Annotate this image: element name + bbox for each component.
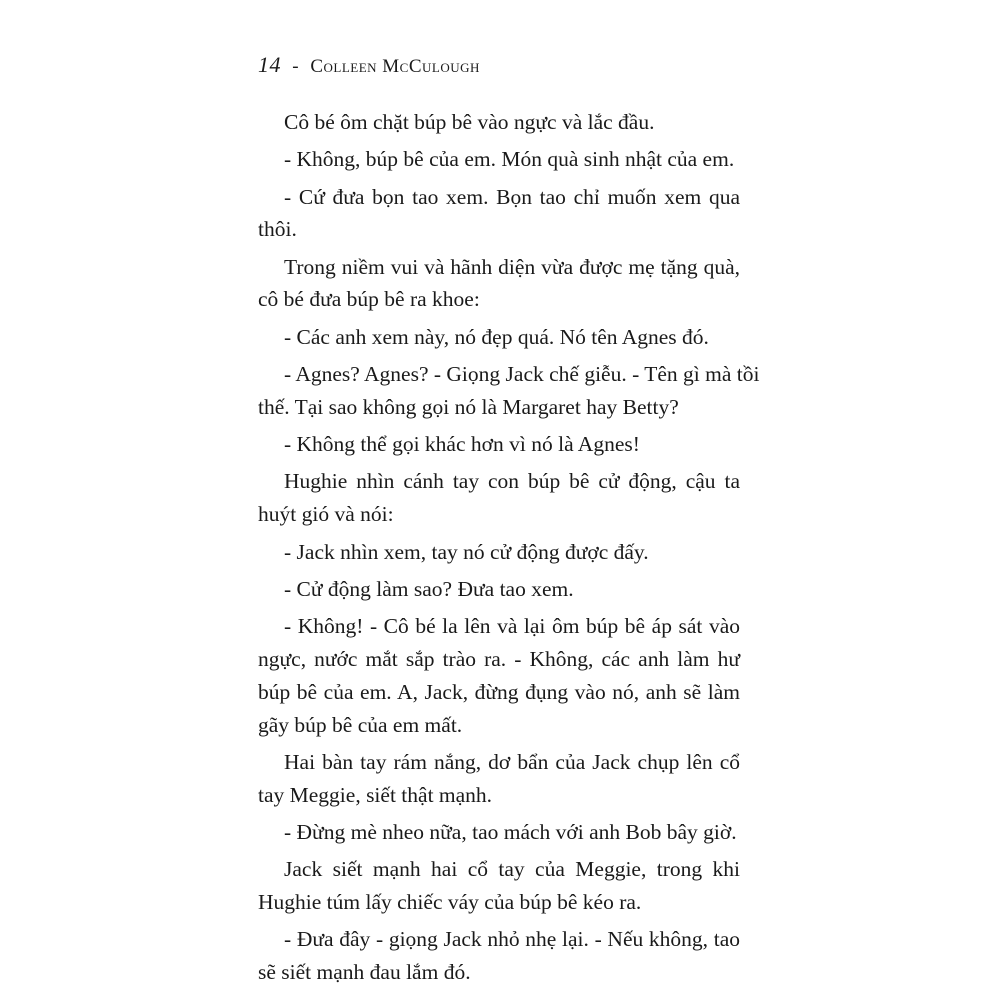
text-line: thôi. xyxy=(258,217,297,242)
paragraph xyxy=(258,746,740,812)
text-line: tay Meggie, siết thật mạnh. xyxy=(258,782,493,807)
paragraph xyxy=(258,816,740,849)
body-text xyxy=(258,106,760,993)
text-line: Trong niềm vui và hãnh diện vừa được mẹ tặng quà, xyxy=(284,254,740,279)
text-line: ngực, nước mắt sắp trào ra. - Không, các anh làm hư xyxy=(258,646,740,671)
paragraph xyxy=(258,428,740,461)
text-line: búp bê của em. A, Jack, đừng đụng vào nó, anh sẽ làm xyxy=(258,679,740,704)
text-line: thế. Tại sao không gọi nó là Margaret hay Betty? xyxy=(258,394,679,419)
paragraph xyxy=(258,181,740,247)
text-line: - Cứ đưa bọn tao xem. Bọn tao chỉ muốn xem qua xyxy=(284,184,740,209)
paragraph xyxy=(258,573,740,606)
paragraph xyxy=(258,251,740,317)
text-line: - Đưa đây - giọng Jack nhỏ nhẹ lại. - Nếu không, tao xyxy=(284,927,740,952)
paragraph xyxy=(258,853,740,919)
text-line: sẽ siết mạnh đau lắm đó. xyxy=(258,960,471,985)
text-line: - Đừng mè nheo nữa, tao mách với anh Bob bây giờ. xyxy=(284,819,737,844)
paragraph xyxy=(258,321,740,354)
text-line: - Cử động làm sao? Đưa tao xem. xyxy=(284,576,574,601)
paragraph xyxy=(258,923,740,989)
paragraph xyxy=(258,536,740,569)
text-line: Jack siết mạnh hai cổ tay của Meggie, trong khi xyxy=(284,857,740,882)
running-header xyxy=(258,52,480,78)
text-line: gãy búp bê của em mất. xyxy=(258,712,463,737)
text-line: - Các anh xem này, nó đẹp quá. Nó tên Agnes đó. xyxy=(284,324,709,349)
paragraph xyxy=(258,465,740,531)
text-line: - Không, búp bê của em. Món quà sinh nhật của em. xyxy=(284,147,735,172)
text-line: - Không! - Cô bé la lên và lại ôm búp bê áp sát vào xyxy=(284,614,740,639)
paragraph xyxy=(258,106,740,139)
text-line: - Agnes? Agnes? - Giọng Jack chế giễu. - Tên gì mà tồi xyxy=(284,362,760,387)
text-line: - Jack nhìn xem, tay nó cử động được đấy. xyxy=(284,539,649,564)
header-separator: - xyxy=(292,56,300,77)
text-line: huýt gió và nói: xyxy=(258,502,394,527)
author-name: Colleen McCulough xyxy=(310,56,480,77)
paragraph xyxy=(258,143,740,176)
text-line: - Không thể gọi khác hơn vì nó là Agnes! xyxy=(284,432,640,457)
text-line: Hughie túm lấy chiếc váy của búp bê kéo ra. xyxy=(258,890,642,915)
page-number: 14 xyxy=(258,52,281,77)
text-line: cô bé đưa búp bê ra khoe: xyxy=(258,287,480,312)
text-line: Hai bàn tay rám nắng, dơ bẩn của Jack chụp lên cổ xyxy=(284,749,740,774)
paragraph xyxy=(258,358,760,424)
text-line: Hughie nhìn cánh tay con búp bê cử động, cậu ta xyxy=(284,469,740,494)
paragraph xyxy=(258,610,740,741)
text-line: Cô bé ôm chặt búp bê vào ngực và lắc đầu. xyxy=(284,110,655,134)
